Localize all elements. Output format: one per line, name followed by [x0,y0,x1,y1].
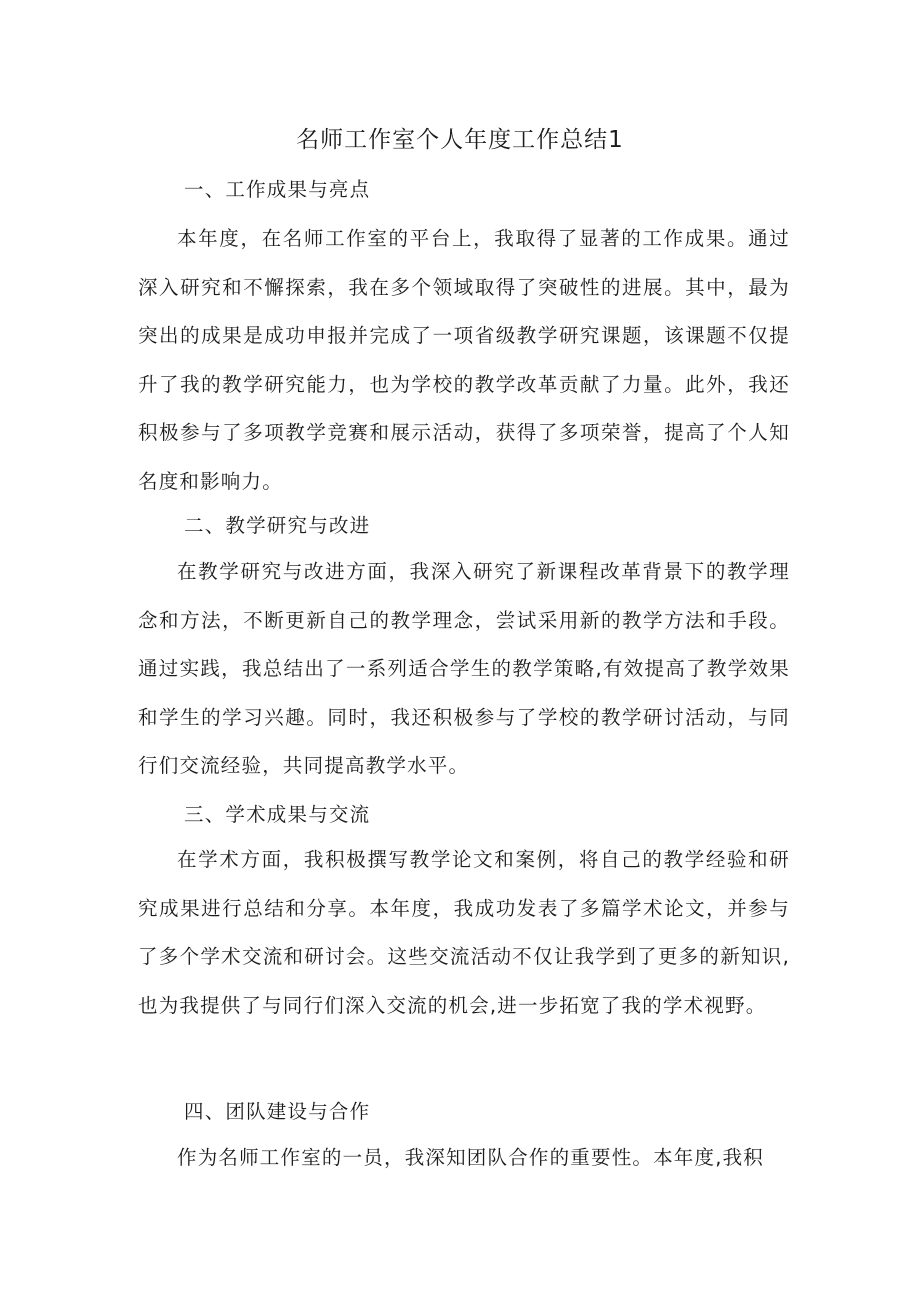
section-paragraph-2: 在教学研究与改进方面，我深入研究了新课程改革背景下的教学理念和方法，不断更新自己的教学理念，尝试采用新的教学方法和手段。通过实践，我总结出了一系列适合学生的教学策略,有效提高了教学效果和学生的学习兴趣。同时，我还积极参与了学校的教学研讨活动，与同行们交流经验，共同提高教学水平。 [138,560,790,777]
section-paragraph-3: 在学术方面，我积极撰写教学论文和案例，将自己的教学经验和研究成果进行总结和分享。本年度，我成功发表了多篇学术论文，并参与了多个学术交流和研讨会。这些交流活动不仅让我学到了更多的新知识,也为我提供了与同行们深入交流的机会,进一步拓宽了我的学术视野。 [138,848,790,1017]
section-heading-2: 二、教学研究与改进 [184,514,371,537]
section-heading-1: 一、工作成果与亮点 [184,178,371,201]
section-heading-4: 四、团队建设与合作 [184,1100,371,1123]
document-title: 名师工作室个人年度工作总结1 [296,127,624,153]
section-heading-3: 三、学术成果与交流 [184,803,371,826]
section-paragraph-1: 本年度，在名师工作室的平台上，我取得了显著的工作成果。通过深入研究和不懈探索，我在多个领域取得了突破性的进展。其中，最为突出的成果是成功申报并完成了一项省级教学研究课题，该课题不仅提升了我的教学研究能力，也为学校的教学改革贡献了力量。此外，我还积极参与了多项教学竞赛和展示活动，获得了多项荣誉，提高了个人知名度和影响力。 [138,227,790,493]
section-paragraph-4: 作为名师工作室的一员，我深知团队合作的重要性。本年度,我积 [177,1146,764,1169]
